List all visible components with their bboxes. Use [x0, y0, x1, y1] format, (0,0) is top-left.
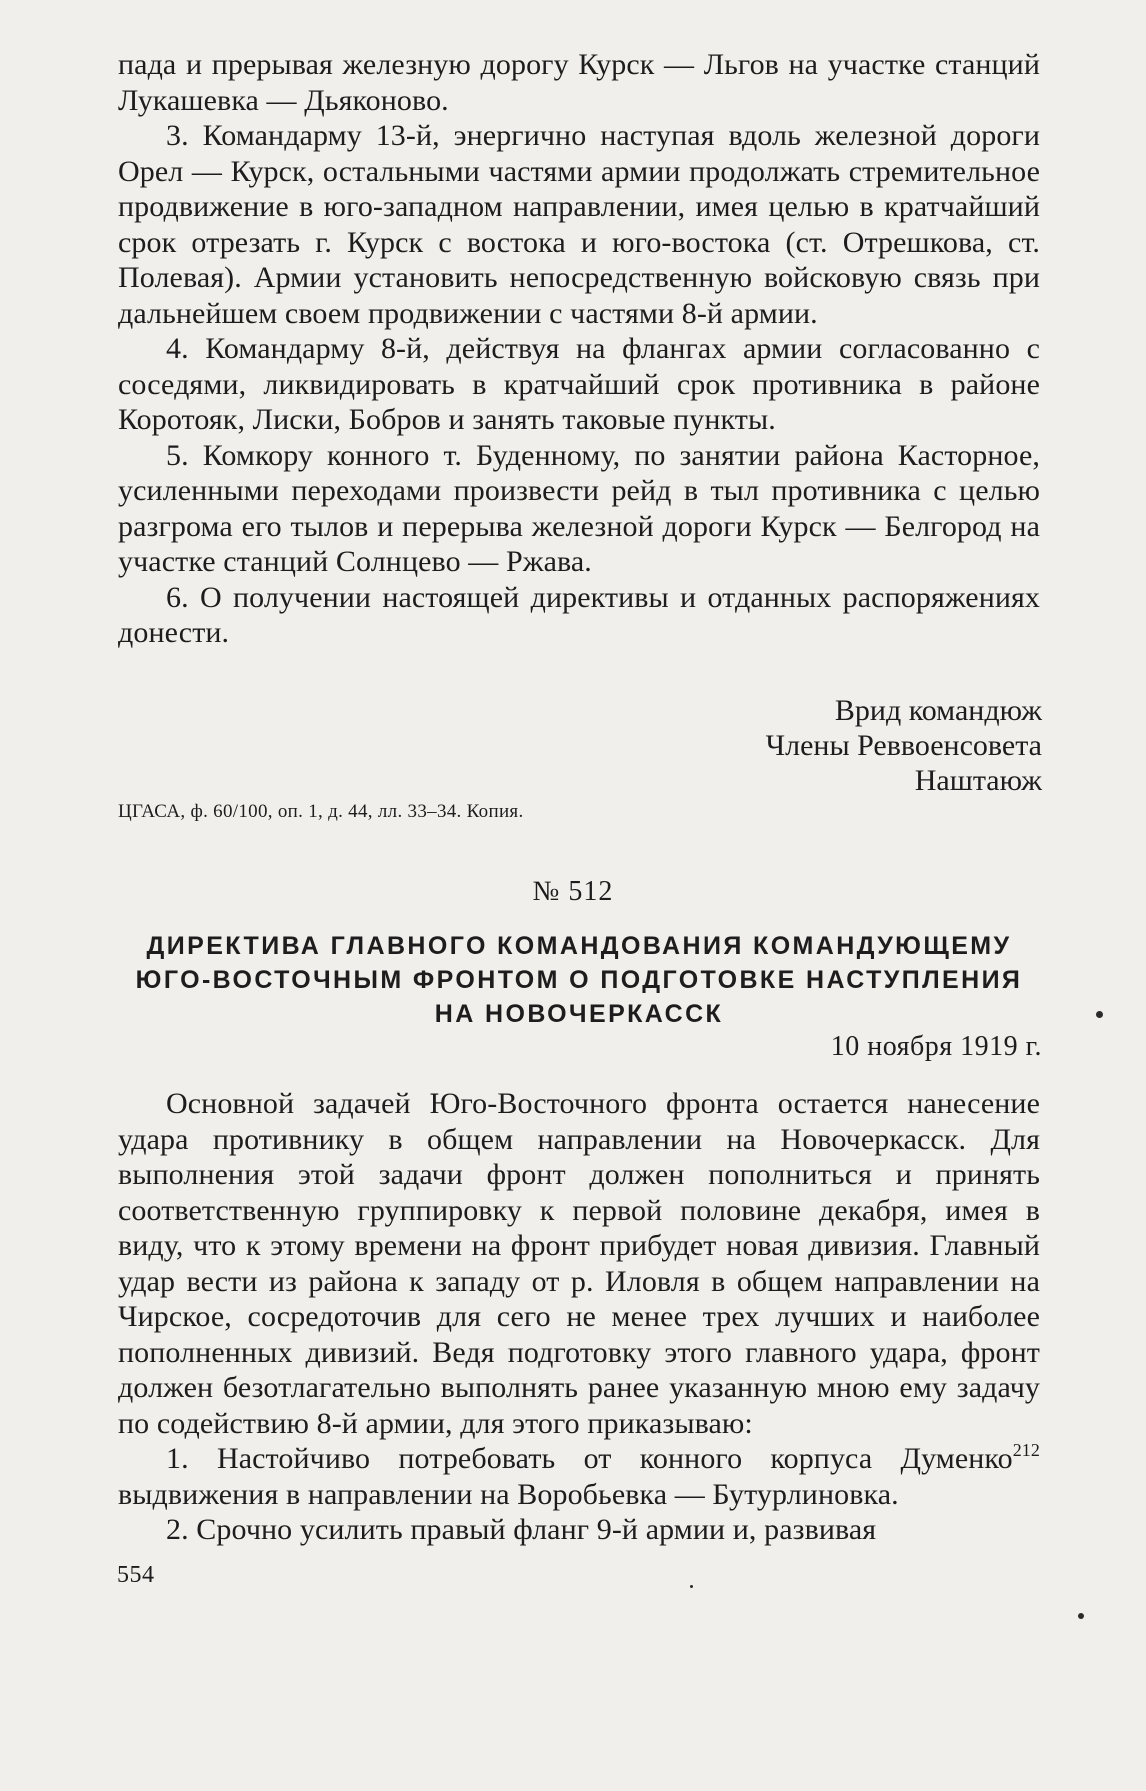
print-speck [1096, 1011, 1103, 1018]
paragraph-item-4: 4. Командарму 8-й, действуя на флангах армии согласованно с соседями, ликвидировать в кратчайший срок противника в районе Коротояк, Лиски, Бобров и занять таковые пункты. [118, 332, 1040, 436]
signature-line-council: Члены Реввоенсовета [765, 729, 1042, 762]
print-speck [690, 1585, 693, 1588]
signature-line-commander: Врид командюж [834, 694, 1042, 727]
paragraph-continuation: пада и прерывая железную дорогу Курск — Льгов на участке станций Лукашевка — Дьяконово. [118, 48, 1040, 117]
directive-body [118, 1086, 1040, 1548]
archive-source-note: ЦГАСА, ф. 60/100, оп. 1, д. 44, лл. 33–34. Копия. [118, 801, 524, 822]
paragraph-item-6: 6. О получении настоящей директивы и отданных распоряжениях донести. [118, 580, 1040, 649]
paragraph-item-5: 5. Комкору конного т. Буденному, по занятии района Касторное, усиленными переходами произвести рейд в тыл противника с целью разгрома его тылов и перерыва железной дороги Курск — Белгород на участке станций Солнцево — Ржава. [118, 438, 1040, 578]
page-number: 554 [117, 1562, 155, 1588]
item-1-continuation: выдвижения в направлении на Воробьевка — Бутурлиновка. [118, 1477, 899, 1511]
paragraph-item-2: 2. Срочно усилить правый фланг 9-й армии и, развивая [166, 1513, 877, 1546]
item-1-text: 1. Настойчиво потребовать от конного корпуса Думенко [166, 1442, 1013, 1475]
print-speck [1078, 1613, 1084, 1619]
document-title: ДИРЕКТИВА ГЛАВНОГО КОМАНДОВАНИЯ КОМАНДУЮЩЕМУ ЮГО-ВОСТОЧНЫМ ФРОНТОМ О ПОДГОТОВКЕ НАСТУПЛЕНИЯ НА НОВОЧЕРКАССК [135, 932, 1023, 1028]
paragraph-item-1 [118, 1441, 1040, 1512]
paragraph-item-3: 3. Командарму 13-й, энергично наступая вдоль железной дороги Орел — Курск, остальными частями армии продолжать стремительное продвижение в юго-западном направлении, имея целью в кратчайший срок отрезать г. Курск с востока и юго-востока (ст. Отрешкова, ст. Полевая). Армии установить непосредственную войсковую связь при дальнейшем своем продвижении с частями 8-й армии. [118, 119, 1040, 330]
continued-directive-text [118, 47, 1040, 651]
document-number: № 512 [532, 876, 614, 907]
signature-line-chief-of-staff: Наштаюж [914, 764, 1042, 797]
paragraph-intro: Основной задачей Юго-Восточного фронта остается нанесение удара противнику в общем направлении на Новочеркасск. Для выполнения этой задачи фронт должен пополниться и принять соответственную группировку к первой половине декабря, имея в виду, что к этому времени на фронт прибудет новая дивизия. Главный удар вести из района к западу от р. Иловля в общем направлении на Чирское, сосредоточив для сего не менее трех лучших и наиболее пополненных дивизий. Ведя подготовку этого главного удара, фронт должен безотлагательно выполнять ранее указанную мною ему задачу по содействию 8-й армии, для этого приказываю: [118, 1087, 1040, 1440]
footnote-reference: 212 [1012, 1440, 1040, 1460]
document-date: 10 ноября 1919 г. [830, 1031, 1042, 1062]
